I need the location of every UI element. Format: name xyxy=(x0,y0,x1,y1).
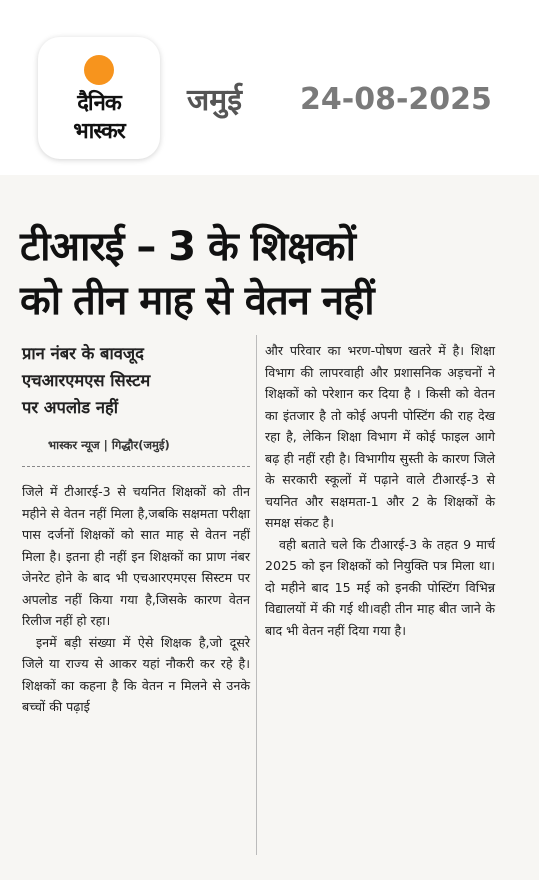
article-byline: भास्कर न्यूज | गिद्धौर(जमुई) xyxy=(48,438,170,452)
edition-date: 24-08-2025 xyxy=(300,82,492,117)
dainik-bhaskar-logo xyxy=(38,37,160,159)
headline-line2: को तीन माह से वेतन नहीं xyxy=(20,278,374,324)
sun-icon xyxy=(84,55,114,85)
column-divider xyxy=(256,335,257,855)
logo-text-line1: दैनिक xyxy=(77,91,121,116)
subhead-line1: प्रान नंबर के बावजूद xyxy=(22,344,144,363)
paragraph: और परिवार का भरण-पोषण खतरे में है। शिक्षा विभाग की लापरवाही और प्रशासनिक अड़चनों ने शिक्षकों को परेशान कर दिया है । किसी को वेतन का इंतजार है तो कोई अपनी पोस्टिंग की राह देख रहा है, लेकिन शिक्षा विभाग में कोई फाइल आगे बढ़ ही नहीं रही है। विभागीय सुस्ती के कारण जिले के सरकारी स्कूलों में पढ़ाने वाले टीआरई-3 से चयनित और सक्षमता-1 और 2 के शिक्षकों के समक्ष संकट है। xyxy=(265,343,495,530)
paragraph: वही बताते चले कि टीआरई-3 के तहत 9 मार्च 2025 को इन शिक्षकों को नियुक्ति पत्र मिला था।दो महीने बाद 15 मई को इनकी पोस्टिंग विभिन्न विद्यालयों में की गई थी।वही तीन माह बीत जाने के बाद भी वेतन नहीं दिया गया है। xyxy=(265,536,495,638)
headline-line1: टीआरई – 3 के शिक्षकों xyxy=(20,224,355,270)
subhead-line2: एचआरएमएस सिस्टम xyxy=(22,371,151,390)
paragraph: जिले में टीआरई-3 से चयनित शिक्षकों को तीन महीने से वेतन नहीं मिला है,जबकि सक्षमता परीक्षा पास दर्जनों शिक्षकों को सात माह से वेतन नहीं मिला है। इतना ही नहीं इन शिक्षकों का प्राण नंबर जेनरेट होने के बाद भी एचआरएमएस सिस्टम पर अपलोड नहीं किया गया है,जिसके कारण वेतन रिलीज नहीं हो रहा। xyxy=(22,484,250,628)
subhead-line3: पर अपलोड नहीं xyxy=(22,398,119,417)
article-headline xyxy=(20,220,525,328)
article-column-left xyxy=(22,481,250,718)
edition-city: जमुई xyxy=(187,83,242,118)
paragraph: इनमें बड़ी संख्या में ऐसे शिक्षक है,जो दूसरे जिले या राज्य से आकर यहां नौकरी कर रहे है। शिक्षकों का कहना है कि वेतन न मिलने से उनके बच्चों की पढ़ाई xyxy=(22,634,250,714)
logo-text-line2: भास्कर xyxy=(73,119,125,144)
byline-divider xyxy=(22,466,250,467)
app-header xyxy=(0,0,539,175)
article-subheadline xyxy=(22,340,252,421)
article-column-right xyxy=(265,340,495,641)
